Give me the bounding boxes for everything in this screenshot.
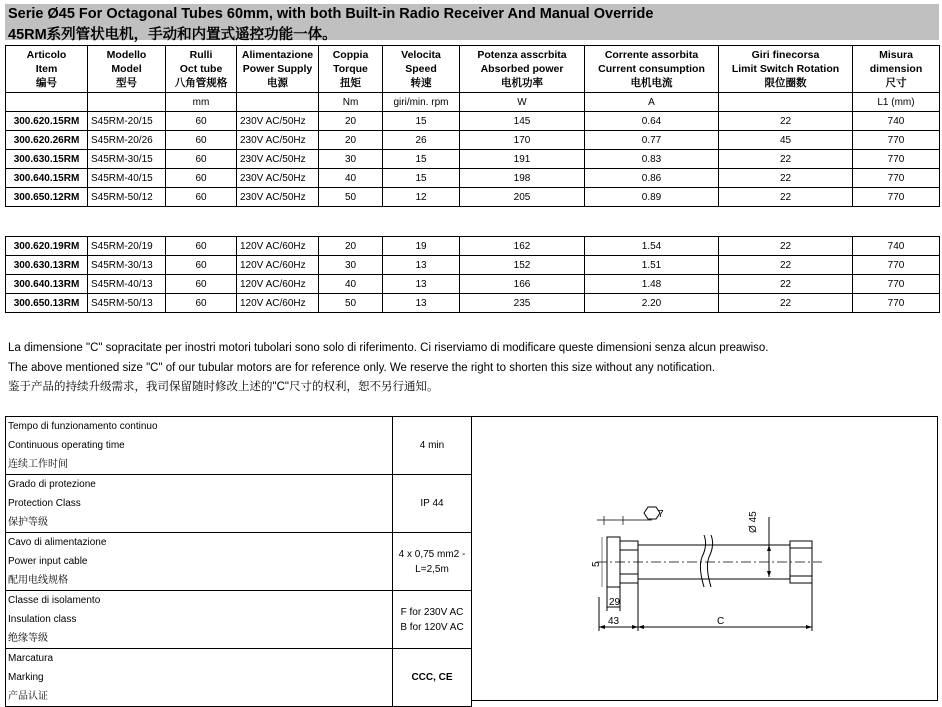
table-cell: 740: [853, 237, 940, 256]
table-cell: 12: [383, 188, 460, 207]
table-cell: 162: [460, 237, 585, 256]
table-cell: 1.51: [585, 256, 719, 275]
property-label-it: Classe di isolamento: [8, 595, 101, 606]
table-row: [6, 150, 940, 169]
table-row: [6, 237, 940, 256]
table-cell: 60: [166, 150, 237, 169]
property-value-line: IP 44: [420, 498, 444, 509]
column-header-en: Speed: [405, 63, 437, 75]
dim-label-c: C: [717, 616, 725, 627]
column-header-zh: 电机电流: [630, 77, 673, 89]
column-header-en: Current consumption: [598, 63, 705, 75]
column-header-zh: 电源: [267, 77, 288, 89]
table-cell: 191: [460, 150, 585, 169]
property-label-it: Cavo di alimentazione: [8, 537, 107, 548]
column-header-en: dimension: [869, 63, 923, 75]
table-cell: 235: [460, 294, 585, 313]
table-cell: 13: [383, 275, 460, 294]
column-header-zh: 型号: [116, 77, 137, 89]
motor-drawing: [472, 417, 939, 702]
column-header-en: Torque: [333, 63, 368, 75]
table-cell: 770: [853, 131, 940, 150]
table-cell: S45RM-50/12: [88, 188, 166, 207]
column-header-en: Item: [35, 63, 58, 75]
table-cell: S45RM-20/26: [88, 131, 166, 150]
table-cell: S45RM-40/15: [88, 169, 166, 188]
table-cell: 300.620.15RM: [6, 112, 88, 131]
table-cell: 1.54: [585, 237, 719, 256]
property-row: [6, 417, 472, 475]
property-value: [393, 591, 472, 649]
table-cell: 300.620.19RM: [6, 237, 88, 256]
column-header: [383, 46, 460, 93]
property-row: [6, 533, 472, 591]
table-cell: S45RM-20/15: [88, 112, 166, 131]
table-cell: 120V AC/60Hz: [237, 237, 319, 256]
property-label: [6, 649, 393, 707]
column-header: [319, 46, 383, 93]
table-cell: 22: [719, 294, 853, 313]
property-label-zh: 连续工作时间: [8, 459, 68, 470]
table-cell: 770: [853, 256, 940, 275]
table-cell: 22: [719, 112, 853, 131]
column-header-en: Model: [111, 63, 142, 75]
table-cell: 300.650.13RM: [6, 294, 88, 313]
table-cell: 740: [853, 112, 940, 131]
property-label-en: Power input cable: [8, 556, 88, 567]
column-header-it: Giri finecorsa: [751, 49, 820, 61]
table-cell: 60: [166, 256, 237, 275]
property-value: [393, 417, 472, 475]
table-cell: 15: [383, 150, 460, 169]
table-cell: S45RM-20/19: [88, 237, 166, 256]
column-unit: A: [585, 93, 719, 112]
column-unit: [88, 93, 166, 112]
column-header-zh: 尺寸: [885, 77, 907, 89]
property-label-zh: 保护等级: [8, 517, 48, 528]
table-cell: 166: [460, 275, 585, 294]
table-cell: S45RM-50/13: [88, 294, 166, 313]
column-unit: [719, 93, 853, 112]
property-label-it: Tempo di funzionamento continuo: [8, 421, 158, 432]
notes: [8, 339, 769, 398]
table-row: [6, 275, 940, 294]
dim-label-diameter: Ø 45: [748, 511, 759, 533]
spec-table-120v: [5, 236, 940, 313]
table-cell: 60: [166, 112, 237, 131]
table-cell: 152: [460, 256, 585, 275]
dim-label-5: 5: [591, 561, 602, 567]
table-cell: 60: [166, 169, 237, 188]
property-label-zh: 配用电线规格: [8, 575, 68, 586]
column-unit: W: [460, 93, 585, 112]
table-row: [6, 256, 940, 275]
table-cell: 770: [853, 150, 940, 169]
column-header-it: Misura: [879, 49, 913, 61]
table-cell: 230V AC/50Hz: [237, 188, 319, 207]
table-cell: 770: [853, 294, 940, 313]
property-value-line: 4 min: [419, 440, 445, 451]
table-row: [6, 169, 940, 188]
table-unit-row: [6, 93, 940, 112]
column-unit: [237, 93, 319, 112]
table-cell: 22: [719, 188, 853, 207]
table-cell: 120V AC/60Hz: [237, 256, 319, 275]
note-chinese: 鉴于产品的持续升级需求，我司保留随时修改上述的"C"尺寸的权利，恕不另行通知。: [8, 381, 439, 393]
column-header: [585, 46, 719, 93]
table-cell: 13: [383, 256, 460, 275]
column-header: [6, 46, 88, 93]
table-cell: 0.83: [585, 150, 719, 169]
table-cell: 230V AC/50Hz: [237, 150, 319, 169]
dim-label-hex: 7: [658, 509, 664, 520]
table-cell: 45: [719, 131, 853, 150]
column-unit: mm: [166, 93, 237, 112]
table-cell: S45RM-30/13: [88, 256, 166, 275]
property-label-en: Marking: [8, 672, 44, 683]
note-italian: La dimensione "C" sopracitate per inostri motori tubolari sono solo di riferimento. Ci riserviamo di modificare queste dimensioni senza alcun preawiso.: [8, 342, 769, 354]
table-cell: 22: [719, 169, 853, 188]
property-value-line: F for 230V AC: [400, 606, 464, 618]
column-header-en: Oct tube: [179, 63, 223, 75]
table-cell: 300.630.13RM: [6, 256, 88, 275]
column-header-en: Absorbed power: [480, 63, 564, 75]
property-value: [393, 475, 472, 533]
table-cell: 60: [166, 275, 237, 294]
column-header-en: Power Supply: [242, 63, 313, 75]
table-cell: 20: [319, 237, 383, 256]
column-unit: Nm: [319, 93, 383, 112]
spec-table: [5, 45, 940, 207]
table-cell: S45RM-30/15: [88, 150, 166, 169]
property-label-en: Insulation class: [8, 614, 77, 625]
property-label-zh: 绝缘等级: [8, 633, 48, 644]
table-cell: 13: [383, 294, 460, 313]
table-cell: S45RM-40/13: [88, 275, 166, 294]
column-unit: L1 (mm): [853, 93, 940, 112]
column-header-en: Limit Switch Rotation: [731, 63, 840, 75]
table-cell: 0.77: [585, 131, 719, 150]
column-header-zh: 编号: [36, 77, 57, 89]
table-cell: 230V AC/50Hz: [237, 169, 319, 188]
column-unit: giri/min. rpm: [383, 93, 460, 112]
table-cell: 300.640.15RM: [6, 169, 88, 188]
table-cell: 0.86: [585, 169, 719, 188]
property-label: [6, 591, 393, 649]
column-header-it: Articolo: [26, 49, 67, 61]
column-header-zh: 限位圈数: [764, 77, 807, 89]
column-header-it: Coppia: [332, 49, 369, 61]
property-value: [393, 649, 472, 707]
property-label-it: Marcatura: [8, 653, 54, 664]
property-label-en: Continuous operating time: [8, 440, 125, 451]
table-cell: 300.620.26RM: [6, 131, 88, 150]
table-cell: 15: [383, 169, 460, 188]
column-header-zh: 转速: [410, 77, 432, 89]
column-header: [719, 46, 853, 93]
table-cell: 300.630.15RM: [6, 150, 88, 169]
table-cell: 22: [719, 275, 853, 294]
column-header-it: Modello: [106, 49, 147, 61]
table-cell: 300.650.12RM: [6, 188, 88, 207]
table-cell: 145: [460, 112, 585, 131]
column-header: [237, 46, 319, 93]
column-header: [853, 46, 940, 93]
column-header: [460, 46, 585, 93]
page-title: Serie Ø45 For Octagonal Tubes 60mm, with both Built-in Radio Receiver And Manual Override: [8, 6, 654, 22]
column-header-it: Rulli: [189, 49, 213, 61]
table-row: [6, 188, 940, 207]
property-value-line: L=2,5m: [415, 563, 449, 575]
column-unit: [6, 93, 88, 112]
motor-diagram: [471, 416, 938, 701]
property-value-line: 4 x 0,75 mm2 -: [398, 548, 466, 560]
column-header-it: Potenza asscrbita: [477, 49, 567, 61]
table-cell: 20: [319, 112, 383, 131]
table-cell: 30: [319, 256, 383, 275]
table-cell: 60: [166, 131, 237, 150]
table-cell: 60: [166, 188, 237, 207]
table-cell: 2.20: [585, 294, 719, 313]
table-cell: 230V AC/50Hz: [237, 131, 319, 150]
table-row: [6, 112, 940, 131]
dim-label-43: 43: [608, 616, 620, 627]
table-cell: 198: [460, 169, 585, 188]
column-header: [88, 46, 166, 93]
table-cell: 22: [719, 237, 853, 256]
table-cell: 50: [319, 294, 383, 313]
table-cell: 60: [166, 294, 237, 313]
column-header-it: Corrente assorbita: [604, 49, 699, 61]
property-label: [6, 417, 393, 475]
property-value-line: CCC, CE: [411, 672, 453, 683]
table-cell: 15: [383, 112, 460, 131]
property-label-zh: 产品认证: [8, 691, 48, 702]
table-cell: 300.640.13RM: [6, 275, 88, 294]
properties-table: [5, 416, 472, 707]
table-cell: 170: [460, 131, 585, 150]
table-cell: 50: [319, 188, 383, 207]
column-header-zh: 八角管规格: [174, 77, 228, 89]
dim-label-29: 29: [609, 597, 621, 608]
table-cell: 230V AC/50Hz: [237, 112, 319, 131]
table-cell: 19: [383, 237, 460, 256]
property-value: [393, 533, 472, 591]
table-cell: 40: [319, 275, 383, 294]
column-header-zh: 扭矩: [340, 77, 361, 89]
column-header-it: Alimentazione: [241, 49, 314, 61]
table-cell: 0.89: [585, 188, 719, 207]
table-cell: 30: [319, 150, 383, 169]
property-row: [6, 649, 472, 707]
property-row: [6, 475, 472, 533]
property-row: [6, 591, 472, 649]
property-label-en: Protection Class: [8, 498, 81, 509]
property-value-line: B for 120V AC: [400, 621, 464, 633]
table-cell: 1.48: [585, 275, 719, 294]
column-header-it: Velocita: [401, 49, 441, 61]
table-cell: 120V AC/60Hz: [237, 275, 319, 294]
table-cell: 770: [853, 169, 940, 188]
table-cell: 0.64: [585, 112, 719, 131]
table-cell: 205: [460, 188, 585, 207]
property-label: [6, 533, 393, 591]
table-cell: 770: [853, 275, 940, 294]
title-bar: [5, 4, 939, 43]
table-cell: 40: [319, 169, 383, 188]
column-header-zh: 电机功率: [501, 77, 543, 89]
note-english: The above mentioned size "C" of our tubular motors are for reference only. We reserve the right to shorten this size without any notification.: [8, 361, 716, 374]
table-cell: 22: [719, 150, 853, 169]
table-cell: 60: [166, 237, 237, 256]
table-row: [6, 294, 940, 313]
table-cell: 770: [853, 188, 940, 207]
table-row: [6, 131, 940, 150]
table-cell: 120V AC/60Hz: [237, 294, 319, 313]
property-label-it: Grado di protezione: [8, 479, 96, 490]
property-label: [6, 475, 393, 533]
table-cell: 22: [719, 256, 853, 275]
column-header: [166, 46, 237, 93]
table-header-row: [6, 46, 940, 93]
page-subtitle: 45RM系列管状电机，手动和内置式遥控功能一体。: [8, 27, 337, 43]
table-cell: 26: [383, 131, 460, 150]
table-cell: 20: [319, 131, 383, 150]
